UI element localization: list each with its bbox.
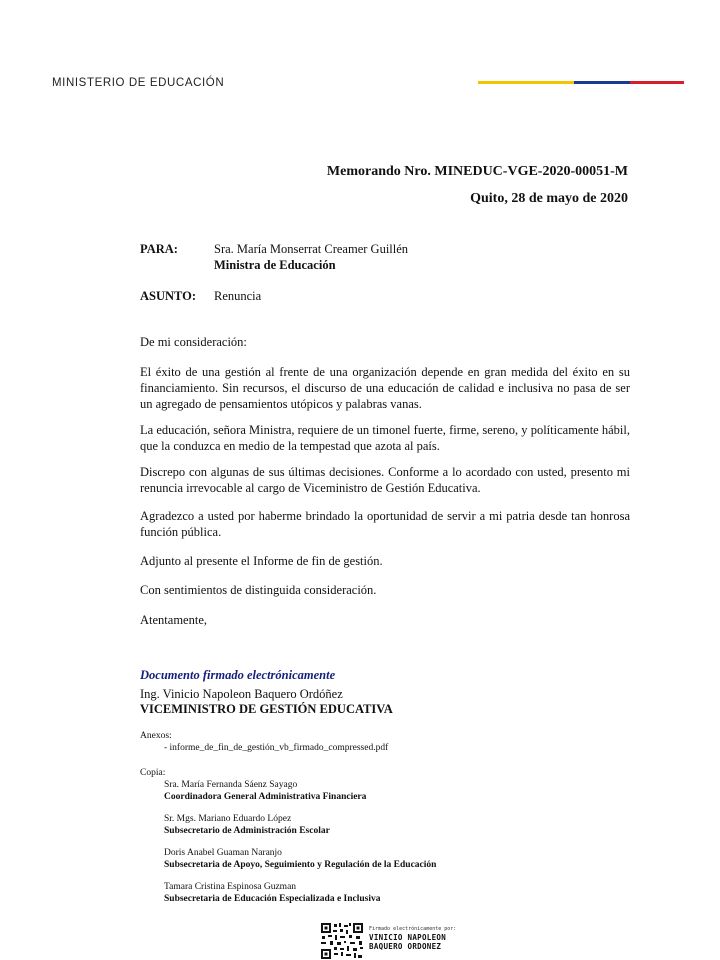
stamp-name-line-2: BAQUERO ORDONEZ (369, 942, 442, 951)
to-title: Ministra de Educación (214, 258, 336, 272)
copy-role-2: Subsecretario de Administración Escolar (164, 826, 330, 836)
flag-red (630, 81, 684, 84)
paragraph-1: El éxito de una gestión al frente de una organización depende en gran medida del éxito en su financiamiento. Sin recursos, el discurso de una educación de calidad e inclusiva no pasa de ser un agregado de pensamientos utópicos y palabras vanas. (140, 365, 630, 411)
electronic-signature-note: Documento firmado electrónicamente (140, 668, 336, 682)
memo-date: Quito, 28 de mayo de 2020 (470, 191, 628, 206)
signer-name: Ing. Vinicio Napoleon Baquero Ordóñez (140, 687, 343, 701)
ministry-header: MINISTERIO DE EDUCACIÓN (52, 77, 225, 89)
annex-item: - informe_de_fin_de_gestión_vb_firmado_compressed.pdf (164, 743, 389, 753)
copy-role-1: Coordinadora General Administrativa Financiera (164, 792, 367, 802)
paragraph-3: Discrepo con algunas de sus últimas decisiones. Conforme a lo acordado con usted, presento mi renuncia irrevocable al cargo de Viceministro de Gestión Educativa. (140, 465, 630, 495)
copy-name-2: Sr. Mgs. Mariano Eduardo López (164, 814, 292, 824)
memo-number: Memorando Nro. MINEDUC-VGE-2020-00051-M (326, 164, 628, 179)
paragraph-6: Con sentimientos de distinguida consideración. (140, 583, 377, 597)
annexes-label: Anexos: (140, 731, 172, 741)
paragraph-5: Adjunto al presente el Informe de fin de gestión. (140, 554, 383, 568)
copy-name-4: Tamara Cristina Espinosa Guzman (164, 882, 297, 892)
closing: Atentamente, (140, 613, 207, 627)
stamp-name-line-1: VINICIO NAPOLEON (369, 933, 447, 942)
copy-role-4: Subsecretaria de Educación Especializada e Inclusiva (164, 894, 381, 904)
flag-stripe (478, 81, 684, 84)
paragraph-2: La educación, señora Ministra, requiere de un timonel fuerte, firme, sereno, y políticamente hábil, que la conduzca en medio de la tempestad que azota al país. (140, 423, 630, 453)
to-name: Sra. María Monserrat Creamer Guillén (214, 242, 409, 256)
copies-label: Copia: (140, 768, 166, 778)
flag-blue (574, 81, 630, 84)
stamp-caption: Firmado electrónicamente por: (369, 926, 457, 932)
copy-name-1: Sra. María Fernanda Sáenz Sayago (164, 780, 298, 790)
flag-yellow (478, 81, 574, 84)
to-label: PARA: (140, 242, 178, 256)
qr-code-icon (320, 922, 364, 960)
subject-value: Renuncia (214, 289, 262, 303)
signer-title: VICEMINISTRO DE GESTIÓN EDUCATIVA (140, 702, 393, 716)
paragraph-4: Agradezco a usted por haberme brindado la oportunidad de servir a mi patria desde tan honrosa función pública. (140, 509, 630, 539)
copy-role-3: Subsecretaria de Apoyo, Seguimiento y Regulación de la Educación (164, 860, 437, 870)
greeting: De mi consideración: (140, 335, 247, 349)
subject-label: ASUNTO: (140, 289, 197, 303)
copy-name-3: Doris Anabel Guaman Naranjo (164, 848, 282, 858)
